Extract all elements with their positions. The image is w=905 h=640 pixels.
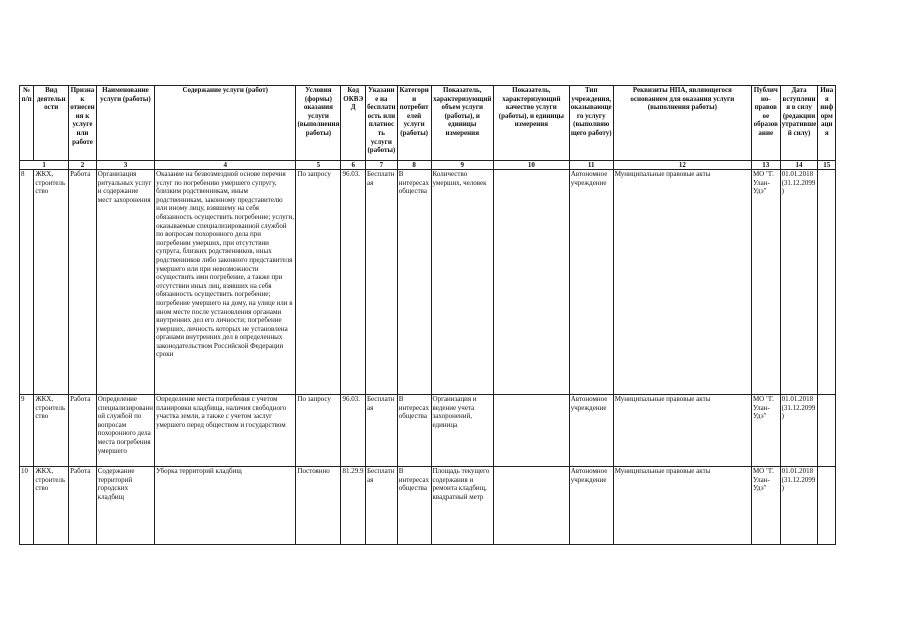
service-content-cell: Уборка территорий кладбищ [155, 467, 296, 545]
table-row [20, 467, 836, 545]
header-cell: Вид деятельности [34, 86, 69, 161]
header-cell: Показатель, характеризующий объем услуги (работы), и единицы измерения [431, 86, 493, 161]
header-cell: Показатель, характеризующий качество услуги (работы), и единицы измерения [493, 86, 569, 161]
service-name-cell: Определение специализированной службой по вопросам похоронного дела места погребения умершего [96, 395, 154, 467]
consumers-cell: В интересах общества [397, 395, 431, 467]
payment-cell: Бесплатная [366, 467, 398, 545]
header-cell: Указание на бесплатность или платность услуги (работы) [366, 86, 398, 161]
column-number: 2 [69, 161, 97, 170]
column-number: 1 [20, 161, 69, 170]
header-cell: № п/п [20, 86, 34, 161]
column-number: 8 [397, 161, 431, 170]
column-number: 7 [366, 161, 398, 170]
npa-cell: Муниципальные правовые акты [613, 467, 751, 545]
column-number: 14 [780, 161, 818, 170]
payment-cell: Бесплатная [366, 170, 398, 395]
effective-date-cell: 01.01.2018 (31.12.2099) [780, 395, 818, 467]
row-number: 8 [20, 170, 34, 395]
other-info-cell [818, 395, 836, 467]
payment-cell: Бесплатная [366, 395, 398, 467]
column-number: 9 [431, 161, 493, 170]
activity-cell: ЖКХ, строительство [34, 467, 69, 545]
column-number: 13 [751, 161, 780, 170]
conditions-cell: По запросу [296, 395, 341, 467]
activity-cell: ЖКХ, строительство [34, 395, 69, 467]
npa-cell: Муниципальные правовые акты [613, 170, 751, 395]
public-entity-cell: МО "Г. Улан-Удэ" [751, 395, 780, 467]
services-registry-table [19, 85, 836, 545]
header-cell: Содержание услуги (работ) [155, 86, 296, 161]
column-number: 3 [96, 161, 154, 170]
row-number: 9 [20, 395, 34, 467]
quality-indicator-cell [493, 395, 569, 467]
column-number-row [20, 161, 836, 170]
header-row [20, 86, 836, 161]
conditions-cell: Постоянно [296, 467, 341, 545]
column-number: 12 [613, 161, 751, 170]
other-info-cell [818, 467, 836, 545]
conditions-cell: По запросу [296, 170, 341, 395]
service-name-cell: Содержание территорий городских кладбищ [96, 467, 154, 545]
effective-date-cell: 01.01.2018 (31.12.2099) [780, 467, 818, 545]
quality-indicator-cell [493, 170, 569, 395]
kind-cell: Работа [69, 467, 97, 545]
institution-type-cell: Автономное учреждение [569, 467, 613, 545]
header-cell: Иная информация [818, 86, 836, 161]
header-cell: Реквизиты НПА, являющегося основанием для оказания услуги (выполнения работы) [613, 86, 751, 161]
header-cell: Тип учреждения, оказывающего услугу (выполняющего работу) [569, 86, 613, 161]
header-cell: Наименование услуги (работы) [96, 86, 154, 161]
header-cell: Публично-правовое образование [751, 86, 780, 161]
header-cell: Дата вступления в силу (редакции утратившей силу) [780, 86, 818, 161]
consumers-cell: В интересах общества [397, 170, 431, 395]
row-number: 10 [20, 467, 34, 545]
volume-indicator-cell: Организация и ведение учета захоронений, единица [431, 395, 493, 467]
institution-type-cell: Автономное учреждение [569, 395, 613, 467]
header-cell: Признак отнесения к услуге или работе [69, 86, 97, 161]
consumers-cell: В интересах общества [397, 467, 431, 545]
volume-indicator-cell: Площадь текущего содержания и ремонта кладбищ, квадратный метр [431, 467, 493, 545]
service-content-cell: Определение места погребения с учетом планировки кладбища, наличия свободного участка земли, а также с учетом заслуг умершего перед обществом и государством [155, 395, 296, 467]
column-number: 15 [818, 161, 836, 170]
kind-cell: Работа [69, 395, 97, 467]
public-entity-cell: МО "Г. Улан-Удэ" [751, 170, 780, 395]
volume-indicator-cell: Количество умерших, человек [431, 170, 493, 395]
okved-cell: 96.03. [341, 395, 366, 467]
column-number: 5 [296, 161, 341, 170]
table-row [20, 170, 836, 395]
other-info-cell [818, 170, 836, 395]
header-cell: Код ОКВЭД [341, 86, 366, 161]
okved-cell: 81.29.9 [341, 467, 366, 545]
service-name-cell: Организация ритуальных услуг и содержание мест захоронения [96, 170, 154, 395]
effective-date-cell: 01.01.2018 (31.12.2099) [780, 170, 818, 395]
header-cell: Условия (формы) оказания услуги (выполнения работы) [296, 86, 341, 161]
kind-cell: Работа [69, 170, 97, 395]
table-row [20, 395, 836, 467]
column-number: 11 [569, 161, 613, 170]
public-entity-cell: МО "Г. Улан-Удэ" [751, 467, 780, 545]
service-content-cell: Оказание на безвозмездной основе перечня услуг по погребению умершего супругу, близким родственникам, иным родственникам, законному представителю или иному лицу, взявшему на себя обязанность осуществить погребение; услуги, оказываемые специализированной службой по вопросам похоронного дела при погребении умерших, при отсутствии супруга, близких родственников, иных родственников либо законного представителя умершего или при невозможности осуществить ими погребение, а также при отсутствии иных лиц, взявших на себя обязанность осуществить погребение; погребение умершего на дому, на улице или в ином месте после установления органами внутренних дел его личности; погребение умерших, личность которых не установлена органами внутренних дел в определенных законодательством Российской Федерации сроки [155, 170, 296, 395]
okved-cell: 96.03. [341, 170, 366, 395]
activity-cell: ЖКХ, строительство [34, 170, 69, 395]
institution-type-cell: Автономное учреждение [569, 170, 613, 395]
header-cell: Категории потребителей услуги (работы) [397, 86, 431, 161]
column-number: 10 [493, 161, 569, 170]
quality-indicator-cell [493, 467, 569, 545]
column-number: 6 [341, 161, 366, 170]
column-number: 4 [155, 161, 296, 170]
npa-cell: Муниципальные правовые акты [613, 395, 751, 467]
